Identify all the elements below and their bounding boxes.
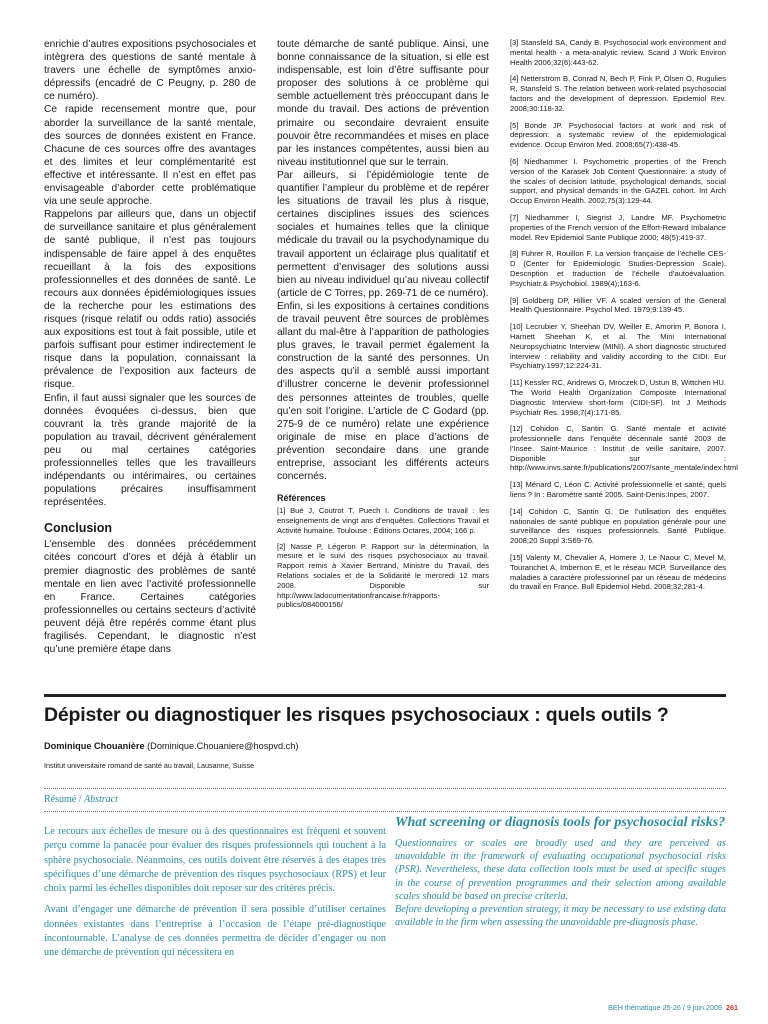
page-number: 261 xyxy=(726,1003,738,1012)
reference-item: [2] Nasse P, Légeron P. Rapport sur la détermination, la mesure et le suivi des risques psychosociaux au travail. Rapport remis à Xavier Bertrand, Ministre du Travail, des Relations sociales et de la Solidarité le mercredi 12 mars 2008. Disponible sur http://www.ladocumentationfrancaise.fr/rapports-publics/084000156/ xyxy=(277,541,489,610)
journal-issue: BEH thématique 25-26 / 9 juin 2009 xyxy=(608,1003,722,1012)
paragraph: Ce rapide recensement montre que, pour aborder la surveillance de la santé mentale, des sources de données existent en France. Chacune de ces sources offre des avantages et des limites et leur complémentarité est effective et intéressante. Il n’est en effet pas envisageable d’aborder cette problématique via une seule approche. xyxy=(44,104,256,208)
reference-item: [9] Goldberg DP, Hillier VF. A scaled version of the General Health Questionnaire. Psychol Med. 1979;9:139-45. xyxy=(510,295,726,315)
paragraph: Enfin, si les expositions à certaines conditions de travail peuvent être sources de problèmes allant du mal-être à l’apparition de pathologies plus graves, le travail permet également la construction de la santé des personnes. Un des aspects qu’il a semblé aussi important d’illustrer concerne le devenir professionnel des personnes atteintes de troubles, quelle qu’en soit l’origine. L’article de C Godard (pp. 275-9 de ce numéro) relate une expérience originale de mise en place d’actions de prévention secondaire dans une grande entreprise, associant les différents acteurs concernés. xyxy=(277,300,489,483)
reference-item: [4] Netterstrom B, Conrad N, Bech P, Fink P, Olsen O, Rugulies R, Stansfeld S. The relation between work-related psychosocial factors and the development of depression. Epidemiol Rev. 2008;30:118-32. xyxy=(510,74,726,113)
text-column-1 xyxy=(44,38,256,656)
paragraph: Enfin, il faut aussi signaler que les sources de données évoquées ci-dessus, bien que couvrant la très grande majorité de la population au travail, décrivent généralement peu ou mal certaines catégories professionnelles telles que les travailleurs indépendants ou intérimaires, ou certaines populations précaires insuffisamment représentées. xyxy=(44,392,256,509)
abstract-band xyxy=(44,788,726,812)
paragraph: enrichie d’autres expositions psychosociales et intègrera des questions de santé mentale à travers une échelle de symptômes anxio-dépressifs (encadré de C Peugny, p. 280 de ce numéro). xyxy=(44,39,256,103)
reference-list xyxy=(277,506,489,610)
abstract-label-en: Abstract xyxy=(84,794,118,805)
paragraph: Par ailleurs, si l’épidémiologie tente de quantifier l’ampleur du problème et de repérer les situations de travail les plus à risque, certaines disciplines issues des sciences sociales et humaines telles que la clinique médicale du travail ou la psychodynamique du travail apportent un éclairage plus qualitatif et permettent d’envisager des solutions aussi bien au niveau individuel qu’au niveau collectif (article de C Torres, pp. 269-71 de ce numéro). xyxy=(277,169,489,299)
abstract-english xyxy=(395,815,726,929)
resume-paragraph: Avant d’engager une démarche de prévention il sera possible d’utiliser certaines données existantes dans l’entreprise à l’occasion de l’étape pré-diagnostique incontournable. L’analyse de ces données permettra de décider d’engager ou non une démarche de prévention qui nécessitera en xyxy=(44,904,386,959)
reference-item: [3] Stansfeld SA, Candy B. Psychosocial work environment and mental health - a meta-analytic review. Scand J Work Environ Health 2006;32(6):443-62. xyxy=(510,38,726,67)
reference-item: [13] Ménard C, Léon C. Activité professionnelle et santé, quels liens ? In : Baromètre santé 2005. Saint-Denis:Inpes, 2007. xyxy=(510,480,726,500)
paragraph: Rappelons par ailleurs que, dans un objectif de surveillance sanitaire et plus généralement de santé publique, il n’est pas toujours indispensable de faire appel à des enquêtes recueillant à la fois des expositions professionnelles et des données de santé. Le recours aux données épidémiologiques issues de la recherche pour les estimations des risques (risque relatif ou odds ratio) associés aux expositions est tout à fait possible, utile et parfois suffisant pour estimer indirectement le risque dans la population, connaissant la prévalence de l’exposition aux facteurs de risque. xyxy=(44,209,256,391)
author-name: Dominique Chouanière xyxy=(44,741,145,751)
conclusion-paragraph: L’ensemble des données précédemment citées concourt d’ores et déjà à établir un premier diagnostic des problèmes de santé mentale en lien avec l’activité professionnelle en France. Certaines catégories professionnelles ou certains secteurs d’activité peuvent déjà être repérés comme étant plus fragilisés. Cependant, le diagnostic n’est qu’une première étape dans xyxy=(44,539,256,656)
abstract-paragraph: Before developing a prevention strategy, it may be necessary to use existing data available in the firm when assessing the unavoidable pre-diagnosis phase. xyxy=(395,904,726,929)
author-email: (Dominique.Chouaniere@hospvd.ch) xyxy=(147,741,299,751)
reference-item: [6] Niedhammer I. Psychometric properties of the French version of the Karasek Job Content Questionnaire: a study of the scales of decision latitude, psychological demands, social support, and physical demands in the GAZEL cohort. Int Arch Occup Environ Health. 2002;75(3):129-44. xyxy=(510,156,726,206)
resume-paragraph: Le recours aux échelles de mesure ou à des questionnaires est fréquent et souvent perçu comme la panacée pour évaluer des risques professionnels qui touchent à la sphère psychosociale. Néanmoins, ces outils doivent être réservés à des étapes très spécifiques d’une démarche de prévention des risques psychosociaux (RPS) et leur choix parmi les échelles disponibles doit reposer sur des critères précis. xyxy=(44,826,386,895)
conclusion-heading: Conclusion xyxy=(44,521,113,536)
page-footer xyxy=(608,1003,738,1012)
reference-item: [11] Kessler RC, Andrews G, Mroczek D, Ustun B, Wittchen HU. The World Health Organization Composite International Diagnostic Interview short-form (CIDI-SF). Int J Methods Psychiatr Res. 1998;7(4):171-85. xyxy=(510,378,726,417)
reference-list xyxy=(510,38,738,592)
author-affiliation: Institut universitaire romand de santé au travail, Lausanne, Suisse xyxy=(44,761,255,770)
reference-item: [15] Valenty M, Chevalier A, Homere J, Le Naour C, Mevel M, Touranchet A, Imbernon E, et le réseau MCP. Surveillance des maladies à caractère professionnel par un réseau de médecins du travail en France. Bull Epidemiol Hebd. 2008;32;281-4. xyxy=(510,553,726,592)
reference-item: [8] Fuhrer R, Rouillon F. La version française de l’échelle CES-D (Center for Epidemiologic Studies-Depression Scale). Description et traduction de l’échelle d’autoévaluation. Psychiatr.& Psychobiol. 1989(4);163-6. xyxy=(510,249,726,288)
abstract-label-separator: / xyxy=(76,794,84,805)
paragraph: toute démarche de santé publique. Ainsi, une bonne connaissance de la situation, si elle est indispensable, est loin d’être suffisante pour proposer des solutions à ce problème qui semble actuellement très préoccupant dans le monde du travail. Des actions de prévention primaire ou secondaire devraient ensuite pouvoir être recommandées et mises en place par les instances compétentes, aussi bien au niveau institutionnel que sur le terrain. xyxy=(277,39,489,168)
reference-item: [1] Bué J, Coutrot T, Puech I. Conditions de travail : les enseignements de vingt ans d’enquêtes. Collections Travail et Activité humaine. Toulouse : Éditions Octares, 2004; 166 p. xyxy=(277,506,489,535)
article-title: Dépister ou diagnostiquer les risques psychosociaux : quels outils ? xyxy=(44,704,669,726)
references-heading: Références xyxy=(277,493,326,504)
section-divider xyxy=(44,694,726,697)
reference-item: [5] Bonde JP. Psychosocial factors at work and risk of depression: a systematic review of the epidemiological evidence. Occup Environ Med. 2008;65(7):438-45. xyxy=(510,120,726,150)
text-column-2 xyxy=(277,38,489,616)
abstract-title: What screening or diagnosis tools for psychosocial risks? xyxy=(395,815,726,830)
resume-french xyxy=(44,825,386,968)
abstract-label xyxy=(44,794,118,805)
reference-item: [10] Lecrubier Y, Sheehan DV, Weiller E, Amorim P, Bonora I, Harnett Sheehan K, et al. The Mini International Neuropsychiatric Interview (MINI). A short diagnostic structured interview : reliability and validity according to the CIDI. Eur Psychiatry.1997;12:224-31. xyxy=(510,322,726,371)
reference-item: [7] Niedhammer I, Siegrist J, Landre MF. Psychometric properties of the French version of the Effort-Reward Imbalance model. Rev Epidemiol Sante Publique 2000; 48(5):419-37. xyxy=(510,212,726,242)
author-line xyxy=(44,741,298,751)
text-column-3 xyxy=(510,38,738,599)
reference-item: [14] Cohidon C, Santin G. De l’utilisation des enquêtes nationales de santé publique en population générale pour une surveillance des risques professionnels. Santé Publique. 2008;20 Suppl 3:S69-76. xyxy=(510,506,726,546)
abstract-paragraph: Questionnaires or scales are broadly used and they are perceived as unavoidable in the framework of evaluating occupational psychosocial risks (PSR). Nevertheless, these data collection tools must be used at specific stages in the course of prevention programmes and their selection among available scales should be based on precise criteria. xyxy=(395,838,726,902)
reference-item: [12] Cohidon C, Santin G. Santé mentale et activité professionnelle dans l’enquête décennale santé 2003 de l’Insee. Saint-Maurice : Institut de veille sanitaire, 2007. Disponible sur : http://www.invs.sante.fr/publications/2007/sante_mentale/index.html xyxy=(510,424,738,473)
abstract-label-fr: Résumé xyxy=(44,794,77,805)
